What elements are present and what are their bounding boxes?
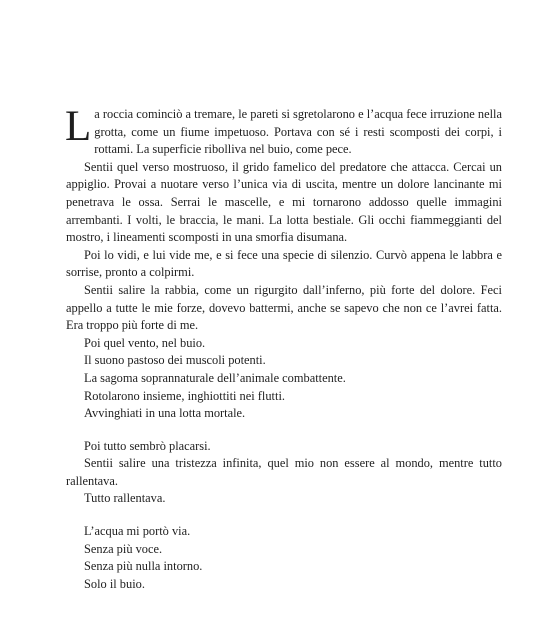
paragraph: L’acqua mi portò via. [84,524,191,539]
paragraph: Il suono pastoso dei muscoli potenti. [84,353,266,368]
page-text [65,103,502,593]
paragraph: Poi tutto sembrò placarsi. [84,438,211,453]
paragraph: Senza più voce. [84,541,163,556]
paragraph: Poi quel vento, nel buio. [84,335,206,350]
paragraph-text: a roccia cominciò a tremare, le pareti si sgretolarono e l’acqua fece irruzione nella grotta, come un fiume impetuoso. Portava con sé i resti scomposti dei corpi, i rottami. La superficie ribolliva nel buio, come pece. [94,107,502,157]
paragraph: Sentii salire una tristezza infinita, quel mio non essere al mondo, mentre tutto rallentava. [66,456,502,488]
section-break [66,423,502,438]
paragraph: Sentii quel verso mostruoso, il grido famelico del predatore che attacca. Cercai un appiglio. Provai a nuotare verso l’unica via di uscita, mentre un dolore lancinante mi penetrava le ossa. Serrai le mascelle, e mi tornarono addosso quelle immagini arrembanti. I volti, le braccia, le mani. La lotta bestiale. Gli occhi fiammeggianti del mostro, i lineamenti scomposti in una smorfia disumana. [66,159,502,245]
paragraph: Rotolarono insieme, inghiottiti nei flutti. [84,388,285,403]
paragraph: La sagoma soprannaturale dell’animale combattente. [84,370,346,385]
paragraph: Senza più nulla intorno. [84,559,203,574]
section-break [66,508,502,523]
drop-cap: L [65,103,92,150]
paragraph: Sentii salire la rabbia, come un rigurgito dall’inferno, più forte del dolore. Feci appello a tutte le mie forze, dovevo battermi, anche se sapevo che non ce l’avrei fatta. Era troppo più forte di me. [66,282,502,333]
paragraph-opening [65,103,502,159]
paragraph: Solo il buio. [84,576,145,591]
paragraph: Poi lo vidi, e lui vide me, e si fece una specie di silenzio. Curvò appena le labbra e sorrise, pronto a colpirmi. [66,247,502,280]
paragraph: Tutto rallentava. [84,491,166,506]
paragraph: Avvinghiati in una lotta mortale. [84,406,246,421]
